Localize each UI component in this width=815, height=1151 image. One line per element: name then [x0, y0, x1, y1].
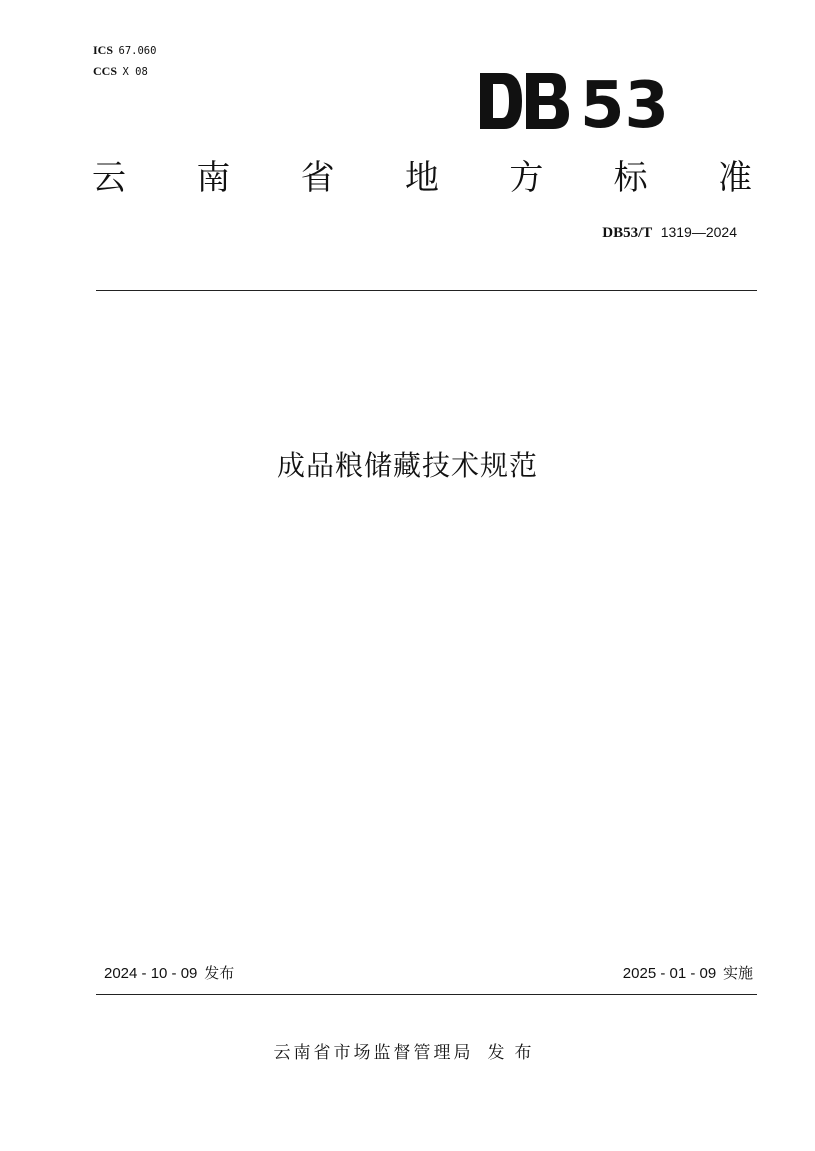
logo-digits: 53 — [580, 70, 670, 132]
issuing-authority — [0, 1038, 815, 1063]
document-title: 成品粮储藏技术规范 — [276, 449, 538, 482]
standard-type — [92, 158, 752, 198]
standard-type-char: 南 — [196, 158, 231, 198]
standard-type-char: 准 — [717, 158, 752, 198]
standard-type-char: 地 — [404, 158, 439, 198]
standard-type-char: 标 — [613, 158, 648, 198]
ics-code — [93, 40, 156, 61]
ccs-label: CCS — [93, 64, 118, 78]
classification-codes — [93, 40, 156, 82]
implement-date — [623, 962, 753, 983]
implement-date-value: 2025 - 01 - 09 — [622, 965, 717, 982]
publish-date-value: 2024 - 10 - 09 — [104, 965, 198, 982]
issuer-action: 发布 — [487, 1043, 542, 1063]
ccs-value: X 08 — [122, 66, 148, 78]
standard-number — [602, 224, 737, 242]
standard-type-char: 省 — [300, 158, 335, 198]
implement-date-label: 实施 — [722, 964, 753, 982]
issuer-name: 云南省市场监督管理局 — [273, 1043, 474, 1063]
standard-type-char: 方 — [509, 158, 544, 198]
publish-date-label: 发布 — [204, 964, 235, 982]
ccs-code — [93, 61, 156, 82]
standard-number-prefix: DB53/T — [602, 225, 653, 241]
top-divider — [96, 290, 757, 291]
standard-number-value: 1319—2024 — [660, 224, 737, 240]
standard-type-char: 云 — [92, 158, 126, 198]
ics-value: 67.060 — [118, 45, 157, 57]
bottom-divider — [96, 994, 757, 995]
publish-date — [104, 962, 234, 983]
db53-logo — [480, 70, 695, 132]
ics-label: ICS — [93, 43, 114, 57]
